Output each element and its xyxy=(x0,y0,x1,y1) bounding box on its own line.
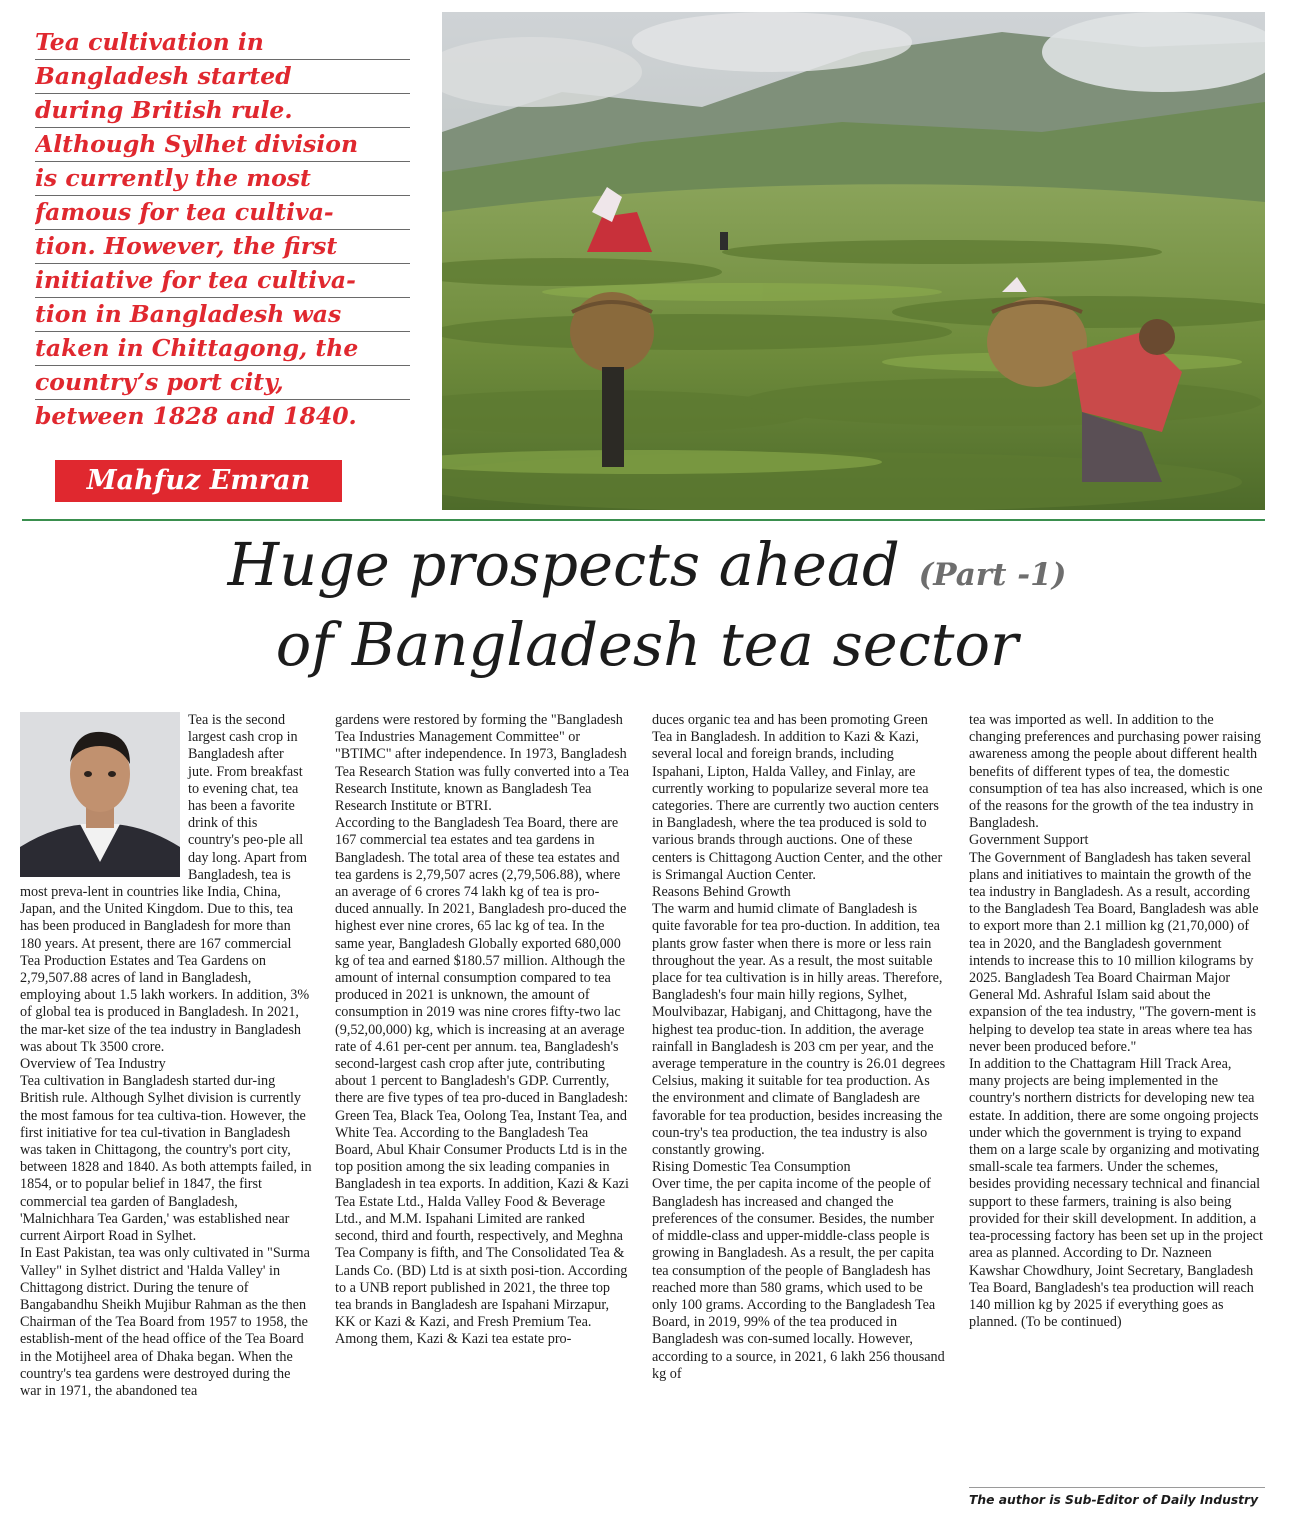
pull-quote-line: Although Sylhet division xyxy=(35,128,410,162)
byline-divider xyxy=(969,1487,1265,1488)
article-paragraph: In East Pakistan, tea was only cultivated in "Surma Valley" in Sylhet district and 'Halda Valley' in Chittagong district. During the tenure of Bangabandhu Sheikh Mujibur Rahman as the then Chairman of the Tea Board from 1957 to 1958, the establish-ment of the head office of the Tea Board in the Motijheel area of Dhaka began. When the country's tea gardens were destroyed during the war in 1971, the abandoned tea xyxy=(20,1245,310,1399)
article-column-1 xyxy=(20,712,312,1400)
section-heading: Government Support xyxy=(969,832,1089,849)
pull-quote-line: is currently the most xyxy=(35,162,410,196)
section-heading: Overview of Tea Industry xyxy=(20,1056,166,1073)
article-column-3 xyxy=(652,712,948,1383)
article-paragraph: Tea is the second largest cash crop in Bangladesh after jute. From breakfast to evening chat, tea has been a favorite drink of this country's peo-ple all day long. Apart from Bangladesh, tea is most preva-lent in countries like India, China, Japan, and the United Kingdom. Due to this, tea has been produced in Bangladesh for more than 180 years. At present, there are 167 commercial Tea Production Estates and Tea Gardens on 2,79,507.88 acres of land in Bangladesh, employing about 1.5 lakh workers. In addition, 3% of global tea is produced in Bangladesh. In 2021, the mar-ket size of the tea industry in Bangladesh was about Tk 3500 crore. xyxy=(20,712,310,1055)
article-paragraph: tea was imported as well. In addition to the changing preferences and purchasing power raising awareness among the people about different health benefits of different types of tea, the domestic consumption of tea has also increased, which is one of the reasons for the growth of the tea industry in Bangladesh. xyxy=(969,712,1263,832)
pull-quote-line: tion. However, the first xyxy=(35,230,410,264)
section-heading: Reasons Behind Growth xyxy=(652,884,791,901)
article-paragraph: According to the Bangladesh Tea Board, there are 167 commercial tea estates and tea gardens in Bangladesh. The total area of these tea estates and tea gardens is 2,79,507 acres (2,79,506.88), where an average of 6 crores 74 lakh kg of tea is pro-duced annually. In 2021, Bangladesh pro-duced the highest ever nine crores, 65 lac kg of tea. In the same year, Bangladesh Globally exported 680,000 kg of tea and earned $180.57 million. Although the amount of internal consumption compared to tea produced in 2021 is unknown, the amount of consumption in 2019 was nine crores fifty-two lac (9,52,00,000) kg, which is increasing at an average rate of 4.61 per-cent per annum. tea, Bangladesh's second-largest cash crop after jute, contributing about 1 percent to Bangladesh's GDP. Currently, there are five types of tea pro-duced in Bangladesh: Green Tea, Black Tea, Oolong Tea, Instant Tea, and White Tea. According to the Bangladesh Tea Board, Abul Khair Consumer Products Ltd is in the top position among the six leading companies in Bangladesh in tea exports. In addition, Kazi & Kazi Tea Estate Ltd., Halda Valley Food & Beverage Ltd., and M.M. Ispahani Limited are ranked second, third and fourth, respectively, and Meghna Tea Company is fifth, and The Consolidated Tea & Lands Co. (BD) Ltd is at sixth posi-tion. According to a UNB report published in 2021, the three top tea brands in Bangladesh are Ispahani Mirzapur, KK or Kazi & Kazi, and Fresh Premium Tea. Among them, Kazi & Kazi tea estate pro- xyxy=(335,815,629,1348)
article-column-4 xyxy=(969,712,1263,1331)
pull-quote-line: country’s port city, xyxy=(35,366,410,400)
article-paragraph: Tea cultivation in Bangladesh started dur-ing British rule. Although Sylhet division is currently the most famous for tea cultiva-tion. However, the first initiative for tea cul-tivation in Bangladesh was taken in Chittagong, the country's port city, between 1828 and 1840. As both attempts failed, in 1854, or to popular belief in 1847, the first commercial tea garden of Bangladesh, 'Malnichhara Tea Garden,' was established near current Airport Road in Sylhet. xyxy=(20,1073,312,1245)
tea-garden-photo xyxy=(442,12,1265,510)
headline-line-2: of Bangladesh tea sector xyxy=(275,610,1019,679)
article-column-2 xyxy=(335,712,629,1349)
article-paragraph: In addition to the Chattagram Hill Track Area, many projects are being implemented in the country's northern districts for developing new tea estate. In addition, there are some ongoing projects under which the government is trying to expand them on a large scale by organizing and motivating small-scale tea farmers. Under the schemes, besides providing necessary technical and financial support to these farmers, training is also being provided for their skill development. In addition, a tea-processing factory has been set up in the project area as planned. According to Dr. Nazneen Kawshar Chowdhury, Joint Secretary, Bangladesh Tea Board, Bangladesh's tea production will reach 140 million kg by 2025 if everything goes as planned. (To be continued) xyxy=(969,1056,1263,1331)
section-heading: Rising Domestic Tea Consumption xyxy=(652,1159,851,1176)
pull-quote-line: Tea cultivation in xyxy=(35,26,410,60)
headline-line-1 xyxy=(0,530,1294,610)
pull-quote-line: famous for tea cultiva- xyxy=(35,196,410,230)
pull-quote-line: during British rule. xyxy=(35,94,410,128)
pull-quote-line: initiative for tea cultiva- xyxy=(35,264,410,298)
pull-quote xyxy=(35,26,410,433)
article-paragraph: Over time, the per capita income of the people of Bangladesh has increased and changed the preferences of the consumer. Besides, the number of middle-class and upper-middle-class people is growing in Bangladesh. As a result, the per capita tea consumption of the people of Bangladesh has reached more than 580 grams, which used to be only 100 grams. According to the Bangladesh Tea Board, in 2019, 99% of the tea produced in Bangladesh was con-sumed locally. However, according to a source, in 2021, 6 lakh 256 thousand kg of xyxy=(652,1176,945,1382)
pull-quote-line: taken in Chittagong, the xyxy=(35,332,410,366)
article-paragraph: gardens were restored by forming the "Bangladesh Tea Industries Management Committee" or "BTIMC" after independence. In 1973, Bangladesh Tea Research Station was fully converted into a Tea Research Institute, known as Bangladesh Tea Research Institute or BTRI. xyxy=(335,712,630,815)
section-divider xyxy=(22,519,1265,521)
author-portrait xyxy=(20,712,180,877)
part-label: (Part -1) xyxy=(918,557,1067,593)
article-paragraph: The warm and humid climate of Bangladesh is quite favorable for tea pro-duction. In addition, tea plants grow faster when there is more or less rain throughout the year. As a result, the most suitable place for tea cultivation is in hilly areas. Therefore, Bangladesh's four main hilly regions, Sylhet, Moulvibazar, Habiganj, and Chittagong, have the highest tea produc-tion. In addition, the average rainfall in Bangladesh is 203 cm per year, and the average temperature in the country is 26.01 degrees Celsius, making it suitable for tea production. As the environment and climate of Bangladesh are favorable for tea production, besides increasing the coun-try's tea production, the tea industry is also constantly growing. xyxy=(652,901,946,1159)
headline xyxy=(0,530,1294,679)
pull-quote-line: tion in Bangladesh was xyxy=(35,298,410,332)
article-paragraph: The Government of Bangladesh has taken several plans and initiatives to maintain the growth of the tea industry in Bangladesh. As a result, according to the Bangladesh Tea Board, Bangladesh was able to export more than 2.1 million kg (21,70,000) of tea in 2020, and the Bangladesh government intends to increase this to 10 million kilograms by 2025. Bangladesh Tea Board Chairman Major General Md. Ashraful Islam said about the expansion of the tea industry, "The govern-ment is helping to develop tea state in areas where tea has never been produced before." xyxy=(969,849,1259,1055)
pull-quote-line: between 1828 and 1840. xyxy=(35,402,357,430)
author-note: The author is Sub-Editor of Daily Industry xyxy=(969,1493,1259,1507)
pull-quote-line: Bangladesh started xyxy=(35,60,410,94)
author-name-tag: Mahfuz Emran xyxy=(55,460,342,502)
headline-line-1-text: Huge prospects ahead xyxy=(227,530,900,599)
article-paragraph: duces organic tea and has been promoting Green Tea in Bangladesh. In addition to Kazi & Kazi, several local and foreign brands, including Ispahani, Lipton, Halda Valley, and Finlay, are currently working to popularize several more tea categories. There are currently two auction centers in Bangladesh, where the tea produced is sold to various brands through auctions. One of these centers is Chittagong Auction Center, and the other is Srimangal Auction Center. xyxy=(652,712,943,883)
